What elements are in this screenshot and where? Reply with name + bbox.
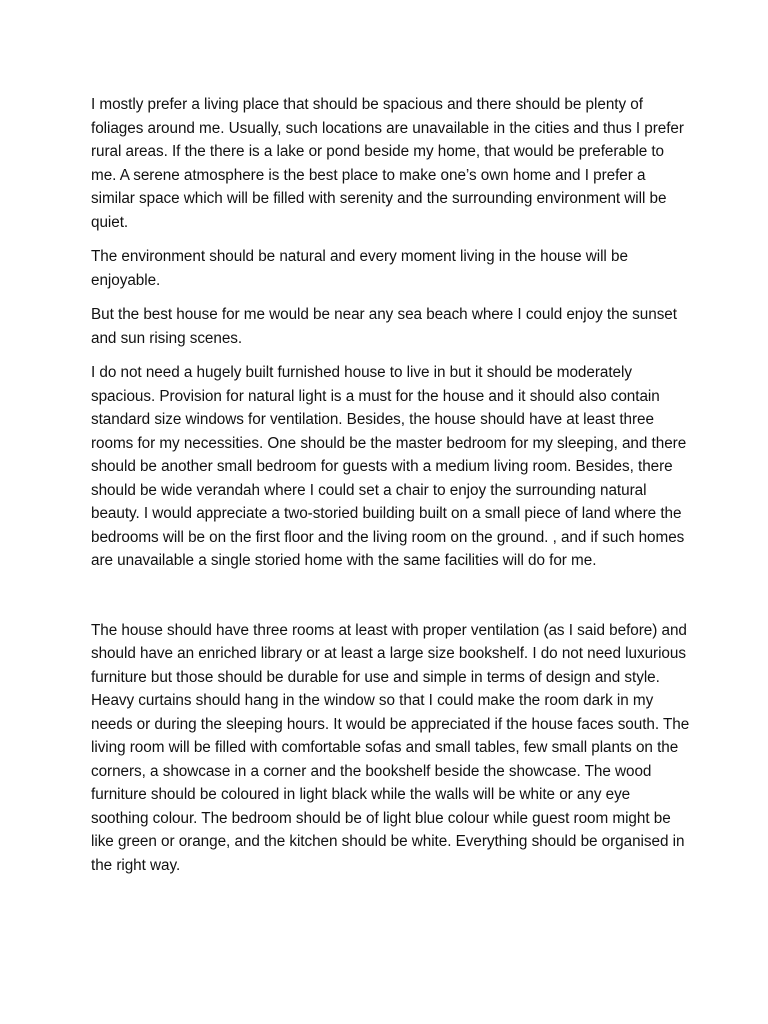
- paragraph-5: The house should have three rooms at least with proper ventilation (as I said before) and should have an enriched library or at least a large size bookshelf. I do not need luxurious furniture but those should be durable for use and simple in terms of design and style. Heavy curtains should hang in the window so that I could make the room dark in my needs or during the sleeping hours. It would be appreciated if the house faces south. The living room will be filled with comfortable sofas and small tables, few small plants on the corners, a showcase in a corner and the bookshelf beside the showcase. The wood furniture should be coloured in light black while the walls will be white or any eye soothing colour. The bedroom should be of light blue colour while guest room might be like green or orange, and the kitchen should be white. Everything should be organised in the right way.: [91, 621, 690, 874]
- document-body: [91, 93, 691, 887]
- paragraph-2: The environment should be natural and every moment living in the house will be enjoyable.: [91, 248, 628, 289]
- paragraph-4: I do not need a hugely built furnished house to live in but it should be moderately spacious. Provision for natural light is a must for the house and it should also contain standard size windows for ventilation. Besides, the house should have at least three rooms for my necessities. One should be the master bedroom for my sleeping, and there should be another small bedroom for guests with a medium living room. Besides, there should be wide verandah where I could set a chair to enjoy the surrounding natural beauty. I would appreciate a two-storied building built on a small piece of land where the bedrooms will be on the first floor and the living room on the ground. , and if such homes are unavailable a single storied home with the same facilities will do for me.: [91, 364, 687, 569]
- paragraph-1: I mostly prefer a living place that should be spacious and there should be plenty of foliages around me. Usually, such locations are unavailable in the cities and thus I prefer rural areas. If the there is a lake or pond beside my home, that would be preferable to me. A serene atmosphere is the best place to make one’s own home and I prefer a similar space which will be filled with serenity and the surrounding environment will be quiet.: [91, 96, 684, 231]
- paragraph-3: But the best house for me would be near any sea beach where I could enjoy the sunset and sun rising scenes.: [91, 306, 677, 347]
